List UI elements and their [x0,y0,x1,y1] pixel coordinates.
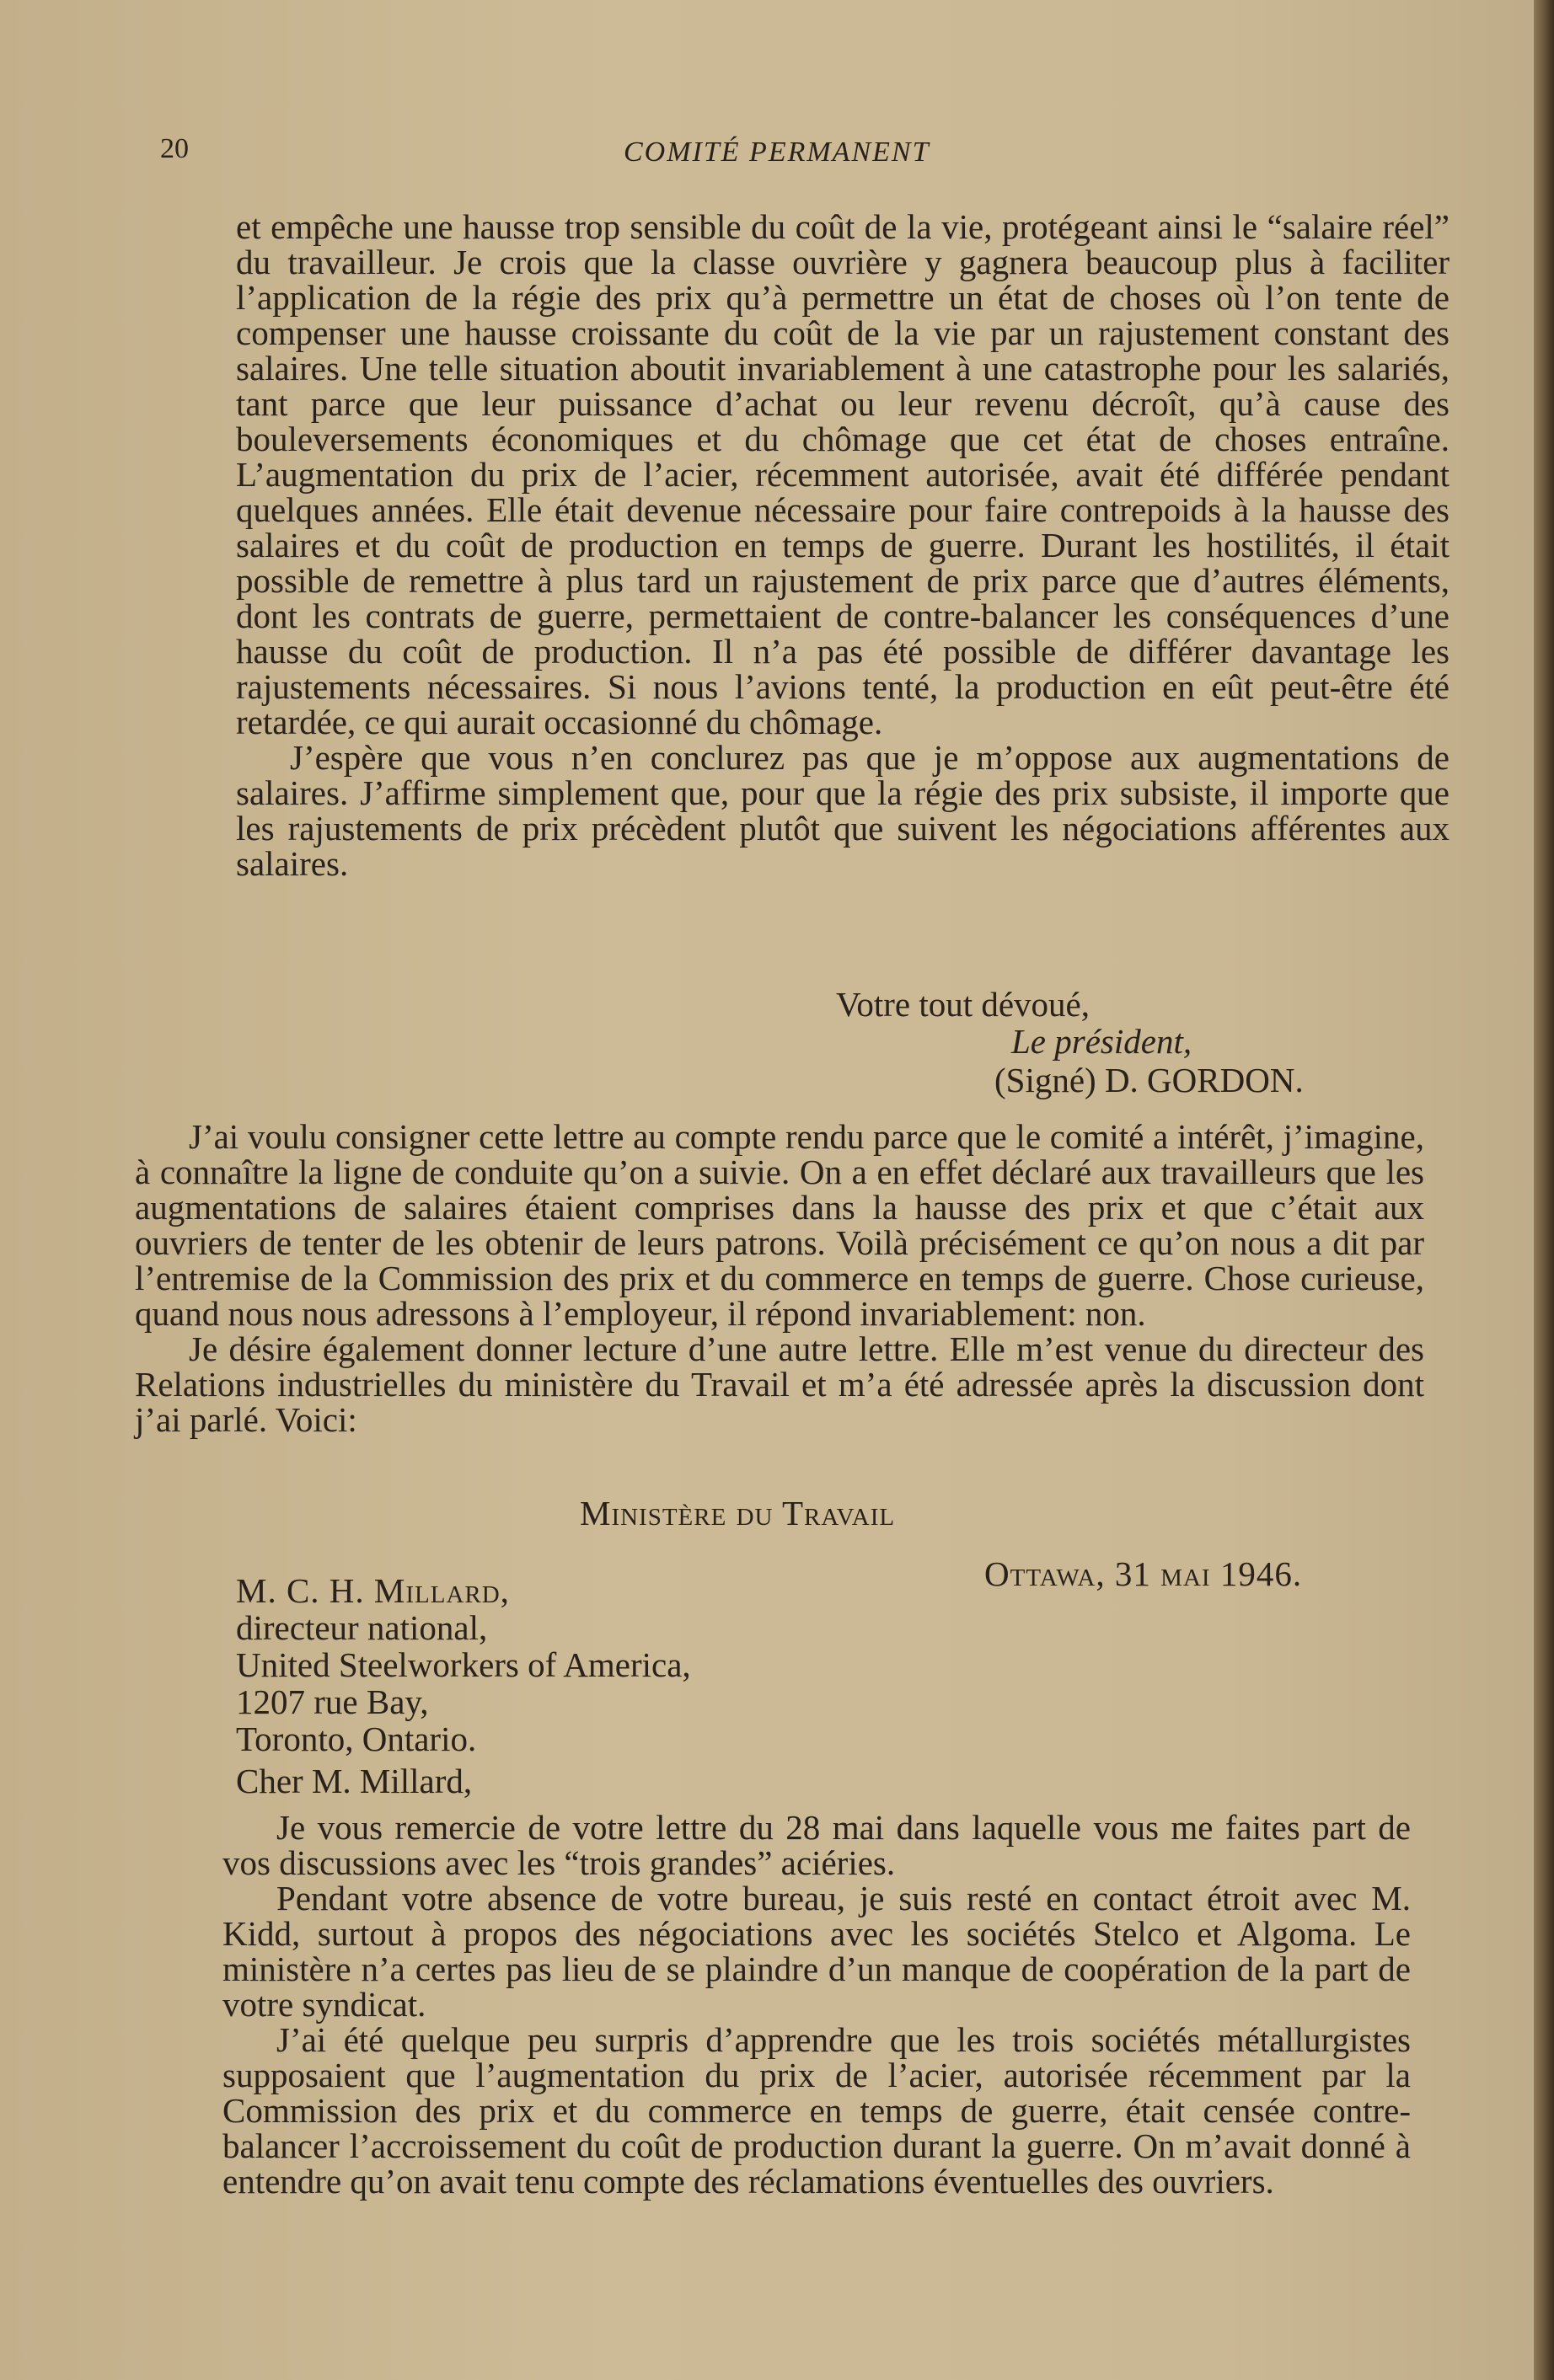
book-spine-shadow [1534,0,1554,2380]
place-date: Ottawa, 31 mai 1946. [984,1554,1303,1593]
address-line: directeur national, [236,1608,488,1647]
address-line: Toronto, Ontario. [236,1719,477,1758]
page-number: 20 [160,133,189,164]
letter-gordon-body [236,209,1450,881]
letter-ministry-body [222,1810,1411,2199]
salutation: Cher M. Millard, [236,1762,473,1800]
running-title: COMITÉ PERMANENT [624,136,930,168]
letter-ministry-paragraph-3: J’ai été quelque peu surpris d’apprendre que les trois sociétés métallurgistes supposaient que l’augmentation du prix de l’acier, autorisée récemment par la Commission des prix et du commerce en temps de guerre, était censée contre-balancer l’accroissement du coût de production durant la guerre. On m’avait donné à entendre qu’on avait tenu compte des réclamations éventuelles des ouvriers. [222,2020,1411,2201]
signature: (Signé) D. GORDON. [994,1061,1304,1099]
letter-ministry-paragraph-1: Je vous remercie de votre lettre du 28 mai dans laquelle vous me faites part de vos discussions avec les “trois grandes” aciéries. [222,1808,1411,1882]
address-line: 1207 rue Bay, [236,1682,429,1721]
signatory-title: Le président, [1011,1022,1192,1061]
page-header [0,126,1534,177]
address-line: M. C. H. Millard, [236,1571,510,1610]
address-line: United Steelworkers of America, [236,1645,691,1684]
commentary [135,1119,1424,1437]
letter-ministry-paragraph-2: Pendant votre absence de votre bureau, je suis resté en contact étroit avec M. Kidd, surtout à propos des négociations avec les sociétés Stelco et Algoma. Le ministère n’a certes pas lieu de se plaindre d’un manque de coopération de la part de votre syndicat. [222,1879,1411,2024]
commentary-paragraph-1: J’ai voulu consigner cette lettre au compte rendu parce que le comité a intérêt, j’imagine, à connaître la ligne de conduite qu’on a suivie. On a en effet déclaré aux travailleurs que les augmentations de salaires étaient comprises dans la hausse des prix et que c’était aux ouvriers de tenter de les obtenir de leurs patrons. Voilà précisément ce qu’on nous a dit par l’entremise de la Commission des prix et du commerce en temps de guerre. Chose curieuse, quand nous nous adressons à l’employeur, il répond invariablement: non. [135,1117,1424,1333]
letter-gordon-paragraph-2: J’espère que vous n’en conclurez pas que je m’oppose aux augmentations de salaires. J’affirme simplement que, pour que la régie des prix subsiste, il importe que les rajustements de prix précèdent plutôt que suivent les négociations afférentes aux salaires. [236,738,1450,883]
letter-closing: Votre tout dévoué, [836,985,1090,1024]
ministry-heading: Ministère du Travail [580,1494,896,1532]
letter-gordon-paragraph-1: et empêche une hausse trop sensible du coût de la vie, protégeant ainsi le “salaire réel” du travailleur. Je crois que la classe ouvrière y gagnera beaucoup plus à faciliter l’application de la régie des prix qu’à permettre un état de choses où l’on tente de compenser une hausse croissante du coût de la vie par un rajustement constant des salaires. Une telle situation aboutit invariablement à une catastrophe pour les salariés, tant parce que leur puissance d’achat ou leur revenu décroît, qu’à cause des bouleversements économiques et du chômage que cet état de choses entraîne. L’augmentation du prix de l’acier, récemment autorisée, avait été différée pendant quelques années. Elle était devenue nécessaire pour faire contrepoids à la hausse des salaires et du coût de production en temps de guerre. Durant les hostilités, il était possible de remettre à plus tard un rajustement de prix parce que d’autres éléments, dont les contrats de guerre, permettaient de contre-balancer les conséquences d’une hausse du coût de production. Il n’a pas été possible de différer davantage les rajustements nécessaires. Si nous l’avions tenté, la production en eût peut-être été retardée, ce qui aurait occasionné du chômage. [236,207,1450,741]
commentary-paragraph-2: Je désire également donner lecture d’une autre lettre. Elle m’est venue du directeur des Relations industrielles du ministère du Travail et m’a été adressée après la discussion dont j’ai parlé. Voici: [135,1329,1424,1439]
